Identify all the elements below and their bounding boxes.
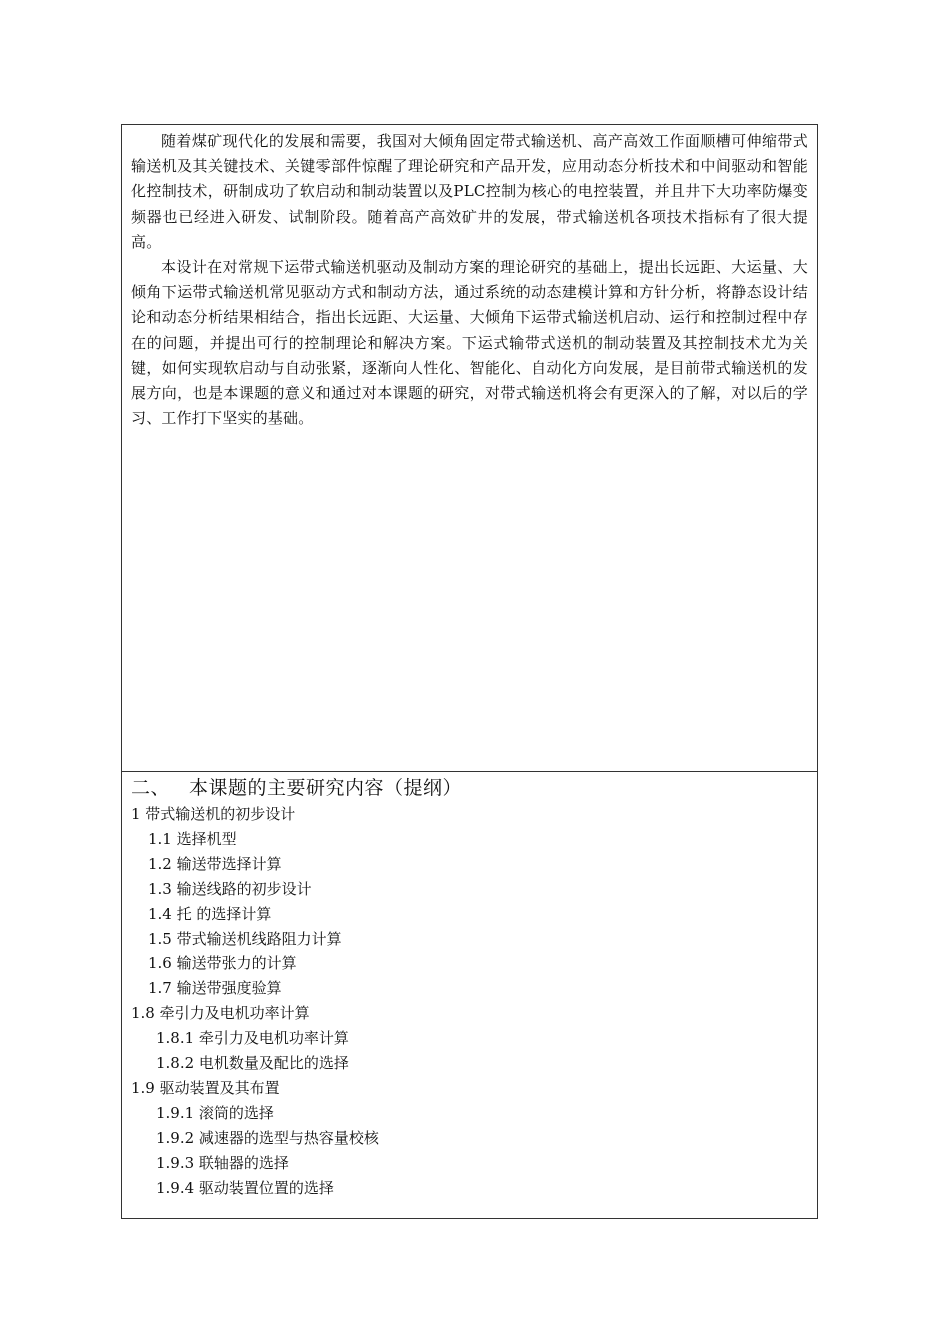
section-heading [131, 774, 808, 802]
outline-item: 1.8.1 牵引力及电机功率计算 [156, 1029, 349, 1048]
outline-item: 1.2 输送带选择计算 [148, 854, 282, 873]
background-paragraph-2: 本设计在对常规下运带式输送机驱动及制动方案的理论研究的基础上，提出长远距、大运量、大倾角下运带式输送机常见驱动方式和制动方法，通过系统的动态建模计算和方针分析，将静态设计结论和动态分析结果相结合，指出长远距、大运量、大倾角下运带式输送机启动、运行和控制过程中存在的问题，并提出可行的控制理论和解决方案。下运式输带式送机的制动装置及其控制技术尤为关键，如何实现软启动与自动张紧，逐渐向人性化、智能化、自动化方向发展，是目前带式输送机的发展方向，也是本课题的意义和通过对本课题的研究，对带式输送机将会有更深入的了解，对以后的学习、工作打下坚实的基础。 [131, 258, 808, 428]
outline-list [131, 802, 808, 1201]
outline-item: 1.9 驱动装置及其布置 [131, 1078, 280, 1097]
outline-item: 1.9.2 减速器的选型与热容量校核 [156, 1128, 379, 1147]
outline-item: 1.8.2 电机数量及配比的选择 [156, 1054, 349, 1073]
section-number: 二、 [131, 777, 171, 799]
outline-item: 1 带式输送机的初步设计 [131, 805, 296, 823]
section-title: 本课题的主要研究内容（提纲） [189, 777, 463, 799]
background-cell [121, 124, 818, 772]
outline-item: 1.4 托 的选择计算 [148, 904, 272, 923]
background-paragraph-1: 随着煤矿现代化的发展和需要，我国对大倾角固定带式输送机、高产高效工作面顺槽可伸缩带式输送机及其关键技术、关键零部件惊醒了理论研究和产品开发，应用动态分析技术和中间驱动和智能化控制技术，研制成功了软启动和制动装置以及PLC控制为核心的电控装置，并且井下大功率防爆变频器也已经进入研发、试制阶段。随着高产高效矿井的发展，带式输送机各项技术指标有了很大提高。 [131, 132, 808, 251]
outline-item: 1.8 牵引力及电机功率计算 [131, 1004, 310, 1023]
outline-item: 1.5 带式输送机线路阻力计算 [148, 929, 342, 948]
outline-item: 1.1 选择机型 [148, 829, 237, 848]
outline-cell [121, 771, 818, 1219]
outline-item: 1.9.1 滚筒的选择 [156, 1103, 274, 1122]
outline-item: 1.6 输送带张力的计算 [148, 954, 297, 973]
outline-item: 1.3 输送线路的初步设计 [148, 879, 312, 898]
outline-item: 1.9.3 联轴器的选择 [156, 1153, 289, 1172]
outline-item: 1.7 输送带强度验算 [148, 979, 282, 998]
outline-item: 1.9.4 驱动装置位置的选择 [156, 1178, 334, 1197]
